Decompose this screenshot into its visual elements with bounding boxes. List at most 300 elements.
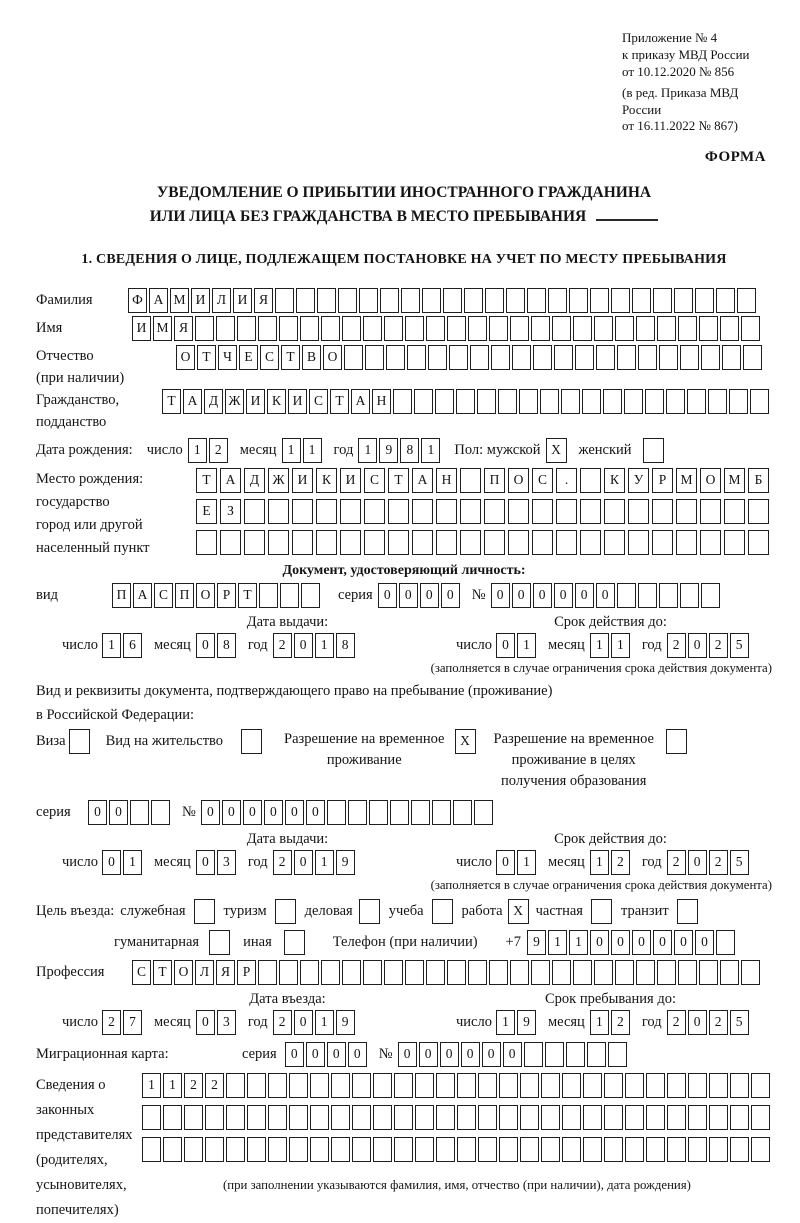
char-cell[interactable] bbox=[407, 345, 426, 370]
char-cell[interactable] bbox=[556, 499, 577, 524]
char-cell[interactable]: 0 bbox=[399, 583, 418, 608]
char-cell[interactable] bbox=[680, 583, 699, 608]
char-cell[interactable]: 8 bbox=[336, 633, 355, 658]
char-cell[interactable] bbox=[625, 1073, 644, 1098]
char-cell[interactable] bbox=[594, 316, 613, 341]
char-cell[interactable]: И bbox=[246, 389, 265, 414]
char-cell[interactable] bbox=[580, 499, 601, 524]
char-cell[interactable] bbox=[541, 1073, 560, 1098]
char-cell[interactable] bbox=[196, 530, 217, 555]
char-cell[interactable] bbox=[244, 530, 265, 555]
char-cell[interactable] bbox=[508, 499, 529, 524]
char-cell[interactable] bbox=[478, 1137, 497, 1162]
char-cell[interactable] bbox=[657, 960, 676, 985]
char-cell[interactable] bbox=[436, 1073, 455, 1098]
char-cell[interactable]: Е bbox=[196, 499, 217, 524]
char-cell[interactable] bbox=[575, 345, 594, 370]
char-cell[interactable] bbox=[615, 316, 634, 341]
char-cell[interactable]: К bbox=[267, 389, 286, 414]
char-cell[interactable]: М bbox=[676, 468, 697, 493]
char-cell[interactable]: 0 bbox=[201, 800, 220, 825]
char-cell[interactable] bbox=[695, 288, 714, 313]
char-cell[interactable]: 0 bbox=[222, 800, 241, 825]
char-cell[interactable] bbox=[510, 316, 529, 341]
char-cell[interactable]: 0 bbox=[688, 1010, 707, 1035]
char-cell[interactable] bbox=[279, 316, 298, 341]
char-cell[interactable] bbox=[237, 316, 256, 341]
char-cell[interactable] bbox=[524, 1042, 543, 1067]
char-cell[interactable] bbox=[751, 1137, 770, 1162]
char-cell[interactable]: 0 bbox=[575, 583, 594, 608]
char-cell[interactable] bbox=[688, 1073, 707, 1098]
char-cell[interactable] bbox=[548, 288, 567, 313]
char-cell[interactable]: О bbox=[196, 583, 215, 608]
char-cell[interactable] bbox=[646, 1073, 665, 1098]
char-cell[interactable] bbox=[258, 960, 277, 985]
char-cell[interactable] bbox=[310, 1137, 329, 1162]
char-cell[interactable] bbox=[646, 1137, 665, 1162]
char-cell[interactable]: Я bbox=[254, 288, 273, 313]
char-cell[interactable] bbox=[280, 583, 299, 608]
char-cell[interactable]: 2 bbox=[709, 1010, 728, 1035]
char-cell[interactable]: 0 bbox=[196, 1010, 215, 1035]
char-cell[interactable] bbox=[624, 389, 643, 414]
char-cell[interactable] bbox=[426, 960, 445, 985]
char-cell[interactable] bbox=[678, 960, 697, 985]
purpose-tourism-checkbox[interactable] bbox=[275, 899, 296, 924]
char-cell[interactable] bbox=[373, 1105, 392, 1130]
char-cell[interactable]: П bbox=[484, 468, 505, 493]
char-cell[interactable]: 6 bbox=[123, 633, 142, 658]
char-cell[interactable]: 0 bbox=[496, 850, 515, 875]
char-cell[interactable] bbox=[394, 1105, 413, 1130]
char-cell[interactable]: И bbox=[340, 468, 361, 493]
char-cell[interactable]: С bbox=[364, 468, 385, 493]
char-cell[interactable] bbox=[359, 288, 378, 313]
char-cell[interactable] bbox=[741, 960, 760, 985]
char-cell[interactable]: Т bbox=[330, 389, 349, 414]
char-cell[interactable]: П bbox=[112, 583, 131, 608]
char-cell[interactable] bbox=[680, 345, 699, 370]
char-cell[interactable] bbox=[384, 316, 403, 341]
char-cell[interactable] bbox=[750, 389, 769, 414]
char-cell[interactable] bbox=[484, 499, 505, 524]
char-cell[interactable]: 1 bbox=[142, 1073, 161, 1098]
char-cell[interactable] bbox=[401, 288, 420, 313]
char-cell[interactable] bbox=[352, 1105, 371, 1130]
char-cell[interactable]: Е bbox=[239, 345, 258, 370]
char-cell[interactable]: 9 bbox=[527, 930, 546, 955]
char-cell[interactable]: 9 bbox=[517, 1010, 536, 1035]
char-cell[interactable] bbox=[582, 389, 601, 414]
char-cell[interactable]: 2 bbox=[709, 850, 728, 875]
char-cell[interactable]: 0 bbox=[688, 850, 707, 875]
char-cell[interactable]: 1 bbox=[590, 633, 609, 658]
char-cell[interactable] bbox=[163, 1137, 182, 1162]
char-cell[interactable]: 0 bbox=[294, 1010, 313, 1035]
char-cell[interactable]: Р bbox=[237, 960, 256, 985]
char-cell[interactable]: 0 bbox=[378, 583, 397, 608]
char-cell[interactable] bbox=[384, 960, 403, 985]
char-cell[interactable]: 0 bbox=[590, 930, 609, 955]
char-cell[interactable] bbox=[590, 288, 609, 313]
char-cell[interactable] bbox=[289, 1073, 308, 1098]
char-cell[interactable] bbox=[412, 499, 433, 524]
char-cell[interactable] bbox=[676, 499, 697, 524]
char-cell[interactable] bbox=[730, 1105, 749, 1130]
char-cell[interactable] bbox=[447, 960, 466, 985]
char-cell[interactable] bbox=[520, 1105, 539, 1130]
char-cell[interactable] bbox=[289, 1137, 308, 1162]
char-cell[interactable] bbox=[195, 316, 214, 341]
char-cell[interactable]: И bbox=[288, 389, 307, 414]
char-cell[interactable] bbox=[411, 800, 430, 825]
char-cell[interactable] bbox=[506, 288, 525, 313]
char-cell[interactable] bbox=[552, 316, 571, 341]
visa-checkbox[interactable] bbox=[69, 729, 90, 754]
char-cell[interactable]: 2 bbox=[611, 850, 630, 875]
char-cell[interactable]: С bbox=[309, 389, 328, 414]
char-cell[interactable]: 0 bbox=[109, 800, 128, 825]
char-cell[interactable] bbox=[226, 1137, 245, 1162]
char-cell[interactable] bbox=[541, 1105, 560, 1130]
char-cell[interactable] bbox=[604, 1137, 623, 1162]
char-cell[interactable]: 2 bbox=[273, 850, 292, 875]
char-cell[interactable] bbox=[688, 1137, 707, 1162]
char-cell[interactable] bbox=[556, 530, 577, 555]
char-cell[interactable] bbox=[751, 1105, 770, 1130]
char-cell[interactable]: Н bbox=[436, 468, 457, 493]
char-cell[interactable] bbox=[292, 499, 313, 524]
char-cell[interactable]: О bbox=[508, 468, 529, 493]
purpose-business-checkbox[interactable] bbox=[359, 899, 380, 924]
char-cell[interactable] bbox=[386, 345, 405, 370]
char-cell[interactable]: 0 bbox=[611, 930, 630, 955]
char-cell[interactable] bbox=[519, 389, 538, 414]
char-cell[interactable]: 0 bbox=[695, 930, 714, 955]
char-cell[interactable]: М bbox=[724, 468, 745, 493]
char-cell[interactable] bbox=[638, 345, 657, 370]
char-cell[interactable] bbox=[268, 530, 289, 555]
char-cell[interactable] bbox=[652, 530, 673, 555]
char-cell[interactable]: Н bbox=[372, 389, 391, 414]
char-cell[interactable]: 5 bbox=[730, 850, 749, 875]
char-cell[interactable] bbox=[412, 530, 433, 555]
char-cell[interactable] bbox=[453, 800, 472, 825]
char-cell[interactable] bbox=[478, 1105, 497, 1130]
char-cell[interactable]: 0 bbox=[398, 1042, 417, 1067]
char-cell[interactable] bbox=[701, 345, 720, 370]
char-cell[interactable]: 1 bbox=[611, 633, 630, 658]
char-cell[interactable] bbox=[716, 288, 735, 313]
char-cell[interactable]: 2 bbox=[709, 633, 728, 658]
char-cell[interactable] bbox=[327, 800, 346, 825]
char-cell[interactable]: 1 bbox=[548, 930, 567, 955]
char-cell[interactable] bbox=[720, 960, 739, 985]
char-cell[interactable]: 7 bbox=[123, 1010, 142, 1035]
char-cell[interactable]: О bbox=[176, 345, 195, 370]
char-cell[interactable]: А bbox=[183, 389, 202, 414]
char-cell[interactable]: А bbox=[133, 583, 152, 608]
char-cell[interactable]: И bbox=[233, 288, 252, 313]
purpose-humanitarian-checkbox[interactable] bbox=[209, 930, 230, 955]
char-cell[interactable] bbox=[499, 1137, 518, 1162]
char-cell[interactable]: 1 bbox=[421, 438, 440, 463]
char-cell[interactable]: 9 bbox=[336, 1010, 355, 1035]
char-cell[interactable]: 1 bbox=[517, 850, 536, 875]
char-cell[interactable] bbox=[657, 316, 676, 341]
char-cell[interactable] bbox=[244, 499, 265, 524]
char-cell[interactable] bbox=[344, 345, 363, 370]
char-cell[interactable]: 1 bbox=[569, 930, 588, 955]
char-cell[interactable]: 0 bbox=[285, 1042, 304, 1067]
char-cell[interactable] bbox=[709, 1137, 728, 1162]
char-cell[interactable] bbox=[352, 1073, 371, 1098]
char-cell[interactable] bbox=[316, 499, 337, 524]
char-cell[interactable] bbox=[594, 960, 613, 985]
char-cell[interactable]: 0 bbox=[102, 850, 121, 875]
char-cell[interactable] bbox=[512, 345, 531, 370]
char-cell[interactable] bbox=[533, 345, 552, 370]
char-cell[interactable]: 1 bbox=[315, 850, 334, 875]
char-cell[interactable] bbox=[321, 316, 340, 341]
char-cell[interactable]: 2 bbox=[667, 850, 686, 875]
char-cell[interactable] bbox=[636, 960, 655, 985]
char-cell[interactable]: 1 bbox=[188, 438, 207, 463]
char-cell[interactable] bbox=[369, 800, 388, 825]
char-cell[interactable]: 0 bbox=[327, 1042, 346, 1067]
char-cell[interactable]: И bbox=[191, 288, 210, 313]
char-cell[interactable] bbox=[645, 389, 664, 414]
char-cell[interactable] bbox=[652, 499, 673, 524]
char-cell[interactable]: Д bbox=[244, 468, 265, 493]
char-cell[interactable] bbox=[301, 583, 320, 608]
char-cell[interactable]: 1 bbox=[282, 438, 301, 463]
char-cell[interactable]: 0 bbox=[285, 800, 304, 825]
char-cell[interactable] bbox=[527, 288, 546, 313]
char-cell[interactable]: 0 bbox=[440, 1042, 459, 1067]
char-cell[interactable] bbox=[716, 930, 735, 955]
char-cell[interactable] bbox=[464, 288, 483, 313]
char-cell[interactable] bbox=[489, 960, 508, 985]
char-cell[interactable]: 0 bbox=[496, 633, 515, 658]
char-cell[interactable] bbox=[340, 499, 361, 524]
char-cell[interactable] bbox=[699, 960, 718, 985]
char-cell[interactable] bbox=[520, 1073, 539, 1098]
char-cell[interactable]: 0 bbox=[596, 583, 615, 608]
char-cell[interactable] bbox=[676, 530, 697, 555]
char-cell[interactable] bbox=[184, 1137, 203, 1162]
char-cell[interactable] bbox=[499, 1105, 518, 1130]
char-cell[interactable] bbox=[316, 530, 337, 555]
char-cell[interactable] bbox=[449, 345, 468, 370]
char-cell[interactable]: 0 bbox=[461, 1042, 480, 1067]
char-cell[interactable] bbox=[394, 1073, 413, 1098]
char-cell[interactable] bbox=[363, 316, 382, 341]
char-cell[interactable] bbox=[436, 499, 457, 524]
char-cell[interactable]: Т bbox=[388, 468, 409, 493]
char-cell[interactable] bbox=[373, 1137, 392, 1162]
char-cell[interactable] bbox=[603, 389, 622, 414]
char-cell[interactable] bbox=[701, 583, 720, 608]
char-cell[interactable]: 0 bbox=[196, 633, 215, 658]
char-cell[interactable] bbox=[275, 288, 294, 313]
char-cell[interactable] bbox=[220, 530, 241, 555]
char-cell[interactable] bbox=[700, 499, 721, 524]
char-cell[interactable]: 0 bbox=[294, 633, 313, 658]
char-cell[interactable] bbox=[708, 389, 727, 414]
char-cell[interactable] bbox=[666, 389, 685, 414]
char-cell[interactable] bbox=[737, 288, 756, 313]
char-cell[interactable] bbox=[436, 1137, 455, 1162]
char-cell[interactable] bbox=[541, 1137, 560, 1162]
char-cell[interactable] bbox=[729, 389, 748, 414]
char-cell[interactable]: Я bbox=[216, 960, 235, 985]
char-cell[interactable] bbox=[561, 389, 580, 414]
char-cell[interactable] bbox=[457, 1073, 476, 1098]
char-cell[interactable] bbox=[617, 345, 636, 370]
char-cell[interactable] bbox=[659, 583, 678, 608]
char-cell[interactable] bbox=[460, 499, 481, 524]
char-cell[interactable]: 0 bbox=[196, 850, 215, 875]
char-cell[interactable] bbox=[456, 389, 475, 414]
char-cell[interactable]: 0 bbox=[420, 583, 439, 608]
char-cell[interactable] bbox=[352, 1137, 371, 1162]
char-cell[interactable]: Т bbox=[238, 583, 257, 608]
char-cell[interactable]: 0 bbox=[632, 930, 651, 955]
char-cell[interactable] bbox=[699, 316, 718, 341]
char-cell[interactable] bbox=[268, 1073, 287, 1098]
char-cell[interactable] bbox=[247, 1137, 266, 1162]
char-cell[interactable] bbox=[342, 960, 361, 985]
char-cell[interactable]: К bbox=[316, 468, 337, 493]
char-cell[interactable] bbox=[604, 1073, 623, 1098]
char-cell[interactable] bbox=[470, 345, 489, 370]
char-cell[interactable] bbox=[247, 1105, 266, 1130]
char-cell[interactable]: А bbox=[220, 468, 241, 493]
char-cell[interactable] bbox=[510, 960, 529, 985]
char-cell[interactable] bbox=[460, 468, 481, 493]
char-cell[interactable]: Ж bbox=[225, 389, 244, 414]
char-cell[interactable]: М bbox=[170, 288, 189, 313]
char-cell[interactable]: В bbox=[302, 345, 321, 370]
char-cell[interactable] bbox=[636, 316, 655, 341]
char-cell[interactable] bbox=[499, 1073, 518, 1098]
char-cell[interactable]: 0 bbox=[306, 800, 325, 825]
char-cell[interactable] bbox=[608, 1042, 627, 1067]
char-cell[interactable] bbox=[364, 530, 385, 555]
char-cell[interactable] bbox=[457, 1105, 476, 1130]
char-cell[interactable] bbox=[709, 1073, 728, 1098]
char-cell[interactable] bbox=[688, 1105, 707, 1130]
char-cell[interactable]: И bbox=[132, 316, 151, 341]
char-cell[interactable]: 9 bbox=[336, 850, 355, 875]
char-cell[interactable]: 1 bbox=[315, 1010, 334, 1035]
char-cell[interactable]: А bbox=[149, 288, 168, 313]
char-cell[interactable] bbox=[468, 316, 487, 341]
char-cell[interactable] bbox=[331, 1137, 350, 1162]
char-cell[interactable] bbox=[331, 1105, 350, 1130]
char-cell[interactable] bbox=[540, 389, 559, 414]
char-cell[interactable] bbox=[415, 1073, 434, 1098]
char-cell[interactable] bbox=[331, 1073, 350, 1098]
char-cell[interactable] bbox=[583, 1137, 602, 1162]
char-cell[interactable] bbox=[436, 1105, 455, 1130]
char-cell[interactable] bbox=[562, 1137, 581, 1162]
char-cell[interactable] bbox=[478, 1073, 497, 1098]
char-cell[interactable]: 2 bbox=[102, 1010, 121, 1035]
char-cell[interactable] bbox=[674, 288, 693, 313]
char-cell[interactable]: 0 bbox=[554, 583, 573, 608]
sex-female-checkbox[interactable] bbox=[643, 438, 664, 463]
char-cell[interactable] bbox=[436, 530, 457, 555]
char-cell[interactable] bbox=[632, 288, 651, 313]
char-cell[interactable] bbox=[300, 316, 319, 341]
residence-permit-checkbox[interactable] bbox=[241, 729, 262, 754]
char-cell[interactable] bbox=[566, 1042, 585, 1067]
char-cell[interactable]: 2 bbox=[667, 633, 686, 658]
char-cell[interactable] bbox=[435, 389, 454, 414]
char-cell[interactable]: 0 bbox=[264, 800, 283, 825]
char-cell[interactable]: У bbox=[628, 468, 649, 493]
char-cell[interactable] bbox=[653, 288, 672, 313]
char-cell[interactable] bbox=[532, 499, 553, 524]
char-cell[interactable] bbox=[531, 316, 550, 341]
char-cell[interactable]: 1 bbox=[315, 633, 334, 658]
char-cell[interactable]: 0 bbox=[88, 800, 107, 825]
char-cell[interactable] bbox=[216, 316, 235, 341]
char-cell[interactable] bbox=[296, 288, 315, 313]
char-cell[interactable] bbox=[604, 530, 625, 555]
char-cell[interactable]: . bbox=[556, 468, 577, 493]
char-cell[interactable]: Т bbox=[281, 345, 300, 370]
char-cell[interactable]: 1 bbox=[102, 633, 121, 658]
char-cell[interactable]: 1 bbox=[358, 438, 377, 463]
char-cell[interactable]: И bbox=[292, 468, 313, 493]
char-cell[interactable] bbox=[205, 1137, 224, 1162]
char-cell[interactable]: 9 bbox=[379, 438, 398, 463]
char-cell[interactable]: П bbox=[175, 583, 194, 608]
char-cell[interactable] bbox=[226, 1073, 245, 1098]
char-cell[interactable] bbox=[678, 316, 697, 341]
char-cell[interactable] bbox=[751, 1073, 770, 1098]
purpose-official-checkbox[interactable] bbox=[194, 899, 215, 924]
char-cell[interactable] bbox=[667, 1073, 686, 1098]
char-cell[interactable]: Т bbox=[153, 960, 172, 985]
purpose-work-checkbox[interactable]: X bbox=[508, 899, 529, 924]
char-cell[interactable] bbox=[432, 800, 451, 825]
char-cell[interactable] bbox=[611, 288, 630, 313]
char-cell[interactable]: 5 bbox=[730, 633, 749, 658]
char-cell[interactable]: Т bbox=[196, 468, 217, 493]
char-cell[interactable]: Т bbox=[162, 389, 181, 414]
char-cell[interactable] bbox=[720, 316, 739, 341]
char-cell[interactable] bbox=[163, 1105, 182, 1130]
char-cell[interactable] bbox=[279, 960, 298, 985]
char-cell[interactable]: 1 bbox=[590, 850, 609, 875]
char-cell[interactable] bbox=[443, 288, 462, 313]
char-cell[interactable] bbox=[259, 583, 278, 608]
char-cell[interactable] bbox=[373, 1073, 392, 1098]
char-cell[interactable] bbox=[394, 1137, 413, 1162]
char-cell[interactable]: 0 bbox=[688, 633, 707, 658]
char-cell[interactable] bbox=[365, 345, 384, 370]
char-cell[interactable] bbox=[583, 1105, 602, 1130]
char-cell[interactable]: 1 bbox=[303, 438, 322, 463]
char-cell[interactable]: 5 bbox=[730, 1010, 749, 1035]
char-cell[interactable] bbox=[573, 316, 592, 341]
char-cell[interactable]: 0 bbox=[482, 1042, 501, 1067]
